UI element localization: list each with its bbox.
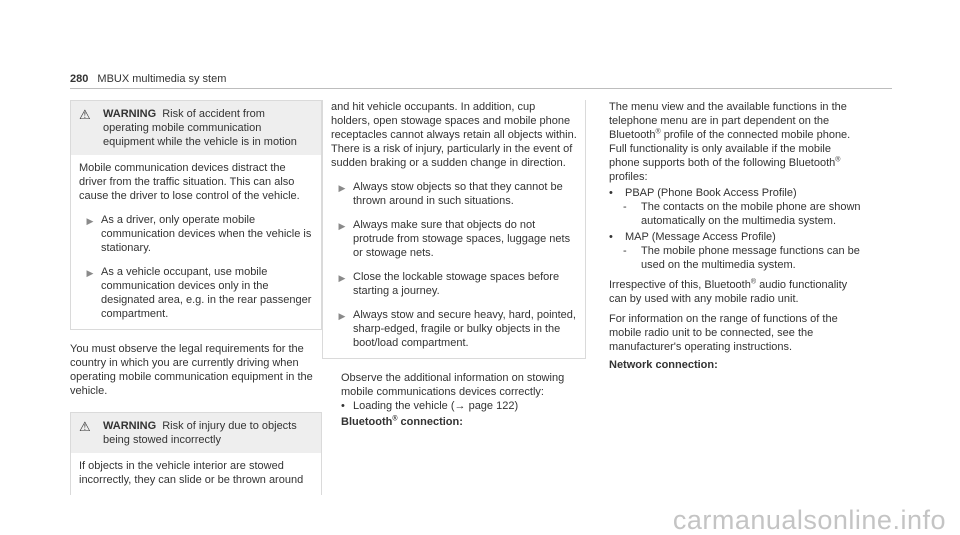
- page-number: 280: [70, 73, 89, 85]
- bluetooth-connection-heading: Bluetooth® connection:: [341, 415, 463, 428]
- list-item-text: Always stow objects so that they cannot be thrown around in such situations.: [353, 181, 563, 207]
- list-item: [79, 213, 313, 255]
- warning-title-text: Risk of injury due to objects being stowed incorrectly: [103, 420, 297, 446]
- sub-item: - The mobile phone message functions can be used on the multimedia system.: [609, 244, 864, 272]
- warning-triangle-icon: ⚠: [79, 419, 91, 434]
- list-item: [331, 270, 577, 298]
- column-3: [609, 100, 864, 372]
- bullet-icon: •: [609, 231, 613, 243]
- list-item-text: As a driver, only operate mobile communication devices when the vehicle is stationary.: [101, 214, 312, 254]
- loading-vehicle-reference[interactable]: Loading the vehicle (→ page 122): [353, 400, 519, 412]
- list-item: [331, 308, 577, 350]
- pbap-description: The contacts on the mobile phone are shown automatically on the multimedia system.: [641, 201, 861, 227]
- warning-triangle-icon: ⚠: [79, 107, 91, 122]
- map-description: The mobile phone message functions can be used on the multimedia system.: [641, 245, 860, 271]
- warning-box-continued: [322, 100, 586, 359]
- list-item-text: Always make sure that objects do not protrude from stowage spaces, luggage nets or stowage nets.: [353, 219, 571, 259]
- list-item-text: Close the lockable stowage spaces before starting a journey.: [353, 271, 560, 297]
- irrespective-paragraph: Irrespective of this, Bluetooth® audio functionality can by used with any mobile radio unit.: [609, 278, 848, 305]
- sub-item: - The contacts on the mobile phone are shown automatically on the multimedia system.: [609, 200, 864, 228]
- map-label: MAP (Message Access Profile): [625, 231, 776, 243]
- warning-title: [103, 419, 313, 447]
- list-item-text: As a vehicle occupant, use mobile communication devices only in the designated area, e.g. in the rear passenger compartment.: [101, 266, 312, 320]
- warning-header: [71, 413, 321, 453]
- warning-body-text: Mobile communication devices distract the driver from the traffic situation. This can also cause the driver to lose control of the vehicle.: [79, 162, 300, 202]
- column-2: [331, 100, 586, 429]
- network-connection-heading: Network connection:: [609, 359, 718, 371]
- arrow-reference-icon: →: [454, 400, 466, 412]
- arrow-right-icon: ▶: [86, 268, 94, 278]
- arrow-right-icon: ▶: [338, 273, 346, 283]
- risk-text: There is a risk of injury, particularly in the event of sudden braking or a sudden change in direction.: [331, 143, 573, 169]
- list-item: [331, 180, 577, 208]
- warning-label: WARNING: [103, 108, 157, 120]
- bullet-item-map: [609, 230, 864, 244]
- warning-title-text: Risk of accident from operating mobile communication equipment while the vehicle is in motion: [103, 108, 297, 148]
- warning-box-injury: [70, 412, 322, 495]
- column-1: [70, 100, 322, 495]
- warning-continuation-text: and hit vehicle occupants. In addition, cup holders, open stowage spaces and mobile phone receptacles cannot always retain all objects within.: [331, 101, 577, 141]
- watermark: carmanualsonline.info: [672, 505, 946, 535]
- warning-title: [103, 107, 313, 149]
- bullet-icon: •: [341, 400, 345, 412]
- intro-paragraph: The menu view and the available functions in the telephone menu are in part dependent on the Bluetooth® profile of the connected mobile phone. Full functionality is only available if the mobile phone supports both of the following Bluetooth® profiles:: [609, 101, 851, 183]
- warning-label: WARNING: [103, 420, 157, 432]
- bullet-item-pbap: [609, 186, 864, 200]
- pbap-label: PBAP (Phone Book Access Profile): [625, 187, 797, 199]
- bullet-icon: •: [609, 187, 613, 199]
- bullet-item: [341, 399, 586, 413]
- arrow-right-icon: ▶: [338, 221, 346, 231]
- arrow-right-icon: ▶: [338, 183, 346, 193]
- list-item: [331, 218, 577, 260]
- warning-box-accident: [70, 100, 322, 330]
- legal-requirements-paragraph: You must observe the legal requirements for the country in which you are currently driving when operating mobile communication equipment in the vehicle.: [70, 343, 313, 397]
- arrow-right-icon: ▶: [338, 311, 346, 321]
- warning-body: [71, 155, 321, 329]
- observe-paragraph: Observe the additional information on stowing mobile communications devices correctly:: [341, 372, 565, 398]
- warning-header: [71, 101, 321, 155]
- list-item-text: Always stow and secure heavy, hard, pointed, sharp-edged, fragile or bulky objects in the boot/load compartment.: [353, 309, 576, 349]
- header-divider: [70, 88, 892, 89]
- list-item: [79, 265, 313, 321]
- page-header: [70, 72, 226, 86]
- warning-body-text: If objects in the vehicle interior are stowed incorrectly, they can slide or be thrown around: [79, 460, 304, 486]
- warning-body: [71, 453, 321, 495]
- section-title: MBUX multimedia sy stem: [97, 73, 227, 85]
- arrow-right-icon: ▶: [86, 216, 94, 226]
- more-info-paragraph: For information on the range of functions of the mobile radio unit to be connected, see the manufacturer's operating instructions.: [609, 313, 838, 353]
